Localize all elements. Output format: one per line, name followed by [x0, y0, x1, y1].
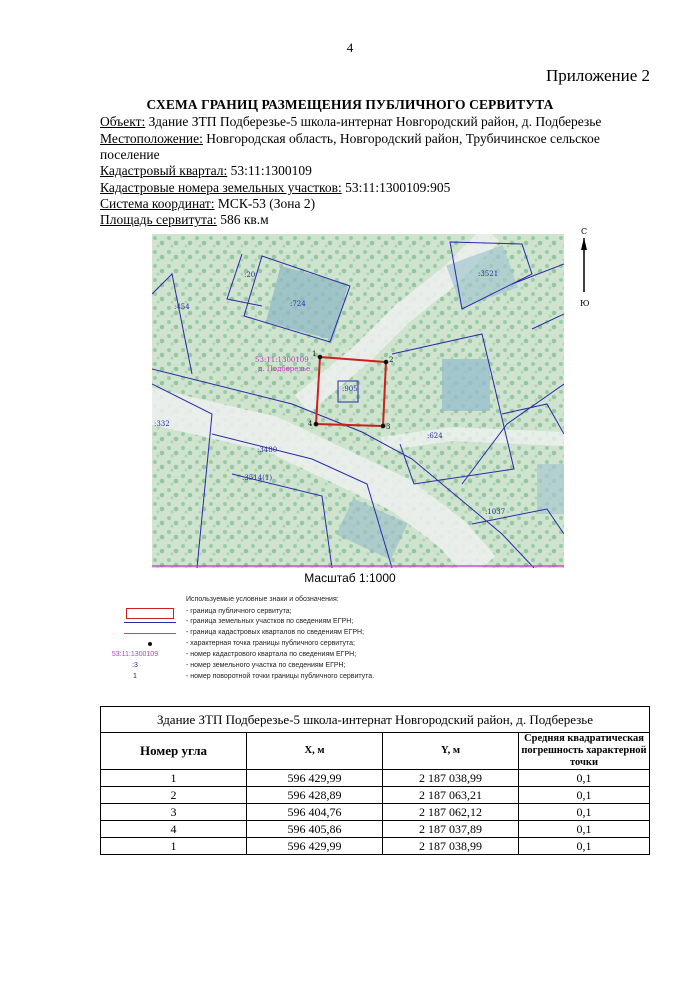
cell-y: 2 187 062,12 — [383, 804, 519, 821]
coord-line — [100, 196, 315, 212]
cell-x: 596 404,76 — [247, 804, 383, 821]
cell-x: 596 405,86 — [247, 821, 383, 838]
legend-parcel-sample: :3 — [132, 662, 138, 669]
legend-item: - характерная точка границы публичного сервитута; — [186, 640, 355, 647]
area-value: 586 кв.м — [216, 212, 269, 227]
page-number: 4 — [346, 40, 354, 55]
cell-x: 596 429,99 — [247, 770, 383, 787]
location-label: Местоположение: — [100, 131, 203, 146]
document-title: СХЕМА ГРАНИЦ РАЗМЕЩЕНИЯ ПУБЛИЧНОГО СЕРВИТУТА — [146, 97, 554, 112]
turning-point — [318, 355, 323, 360]
legend-item: - граница кадастровых кварталов по сведениям ЕГРН; — [186, 629, 365, 636]
parcels-label: Кадастровые номера земельных участков: — [100, 180, 342, 195]
parcel-label: :3521 — [478, 270, 499, 278]
legend-point-symbol — [148, 642, 152, 646]
legend-item: - номер кадастрового квартала по сведениям ЕГРН; — [186, 651, 357, 658]
parcel-label: :3514(1) — [242, 474, 273, 482]
header-error: Средняя квадратическая погрешность характерной точки — [519, 733, 650, 770]
legend-item: - граница земельных участков по сведениям ЕГРН; — [186, 618, 354, 625]
parcel-label: :624 — [427, 432, 443, 440]
parcel-label: :3480 — [257, 446, 278, 454]
turning-point — [384, 360, 389, 365]
parcel-label: :454 — [174, 303, 190, 311]
cadastral-map — [152, 234, 564, 568]
table-caption: Здание ЗТП Подберезье-5 школа-интернат Новгородский район, д. Подберезье — [101, 707, 650, 733]
cell-corner: 1 — [101, 838, 247, 855]
compass-icon — [572, 226, 596, 310]
cell-corner: 4 — [101, 821, 247, 838]
scale-label: Масштаб 1:1000 — [304, 571, 396, 585]
point-label: 2 — [389, 356, 394, 364]
parcels-line — [100, 180, 450, 196]
quarter-value: 53:11:1300109 — [227, 163, 312, 178]
point-label: 4 — [308, 420, 313, 428]
point-label: 1 — [312, 350, 317, 358]
object-line — [100, 114, 601, 130]
cell-error: 0,1 — [519, 804, 650, 821]
point-label: 3 — [386, 423, 391, 431]
legend-quarter-sample: 53:11:1300109 — [111, 651, 159, 658]
building — [537, 464, 564, 514]
coordinates-table — [100, 706, 650, 855]
legend-item: - номер земельного участка по сведениям ЕГРН; — [186, 662, 346, 669]
turning-point — [314, 422, 319, 427]
cell-y: 2 187 038,99 — [383, 838, 519, 855]
parcel-label: :1037 — [485, 508, 506, 516]
legend-title: Используемые условные знаки и обозначения: — [186, 596, 339, 603]
parcel-label: :20 — [244, 271, 256, 279]
turning-point — [381, 424, 386, 429]
header-x: X, м — [247, 733, 383, 770]
coord-value: МСК-53 (Зона 2) — [214, 196, 316, 211]
parcel-label: :724 — [290, 300, 306, 308]
table-row — [101, 804, 650, 821]
legend-parcel-symbol — [124, 622, 176, 623]
header-y: Y, м — [383, 733, 519, 770]
area-label: Площадь сервитута: — [100, 212, 217, 227]
cell-y: 2 187 038,99 — [383, 770, 519, 787]
legend-point-sample: 1 — [133, 673, 137, 680]
cell-corner: 2 — [101, 787, 247, 804]
cell-x: 596 429,99 — [247, 838, 383, 855]
cell-error: 0,1 — [519, 770, 650, 787]
coord-label: Система координат: — [100, 196, 215, 211]
header-corner-number: Номер угла — [101, 733, 247, 770]
parcels-value: 53:11:1300109:905 — [341, 180, 451, 195]
parcel-label: :332 — [154, 420, 170, 428]
legend — [96, 596, 436, 696]
quarter-number-label: 53:11:1300109 — [255, 356, 309, 364]
legend-item: - номер поворотной точки границы публичного сервитута. — [186, 673, 375, 680]
location-line-2: поселение — [100, 147, 160, 162]
location-value: Новгородская область, Новгородский район, Трубичинское сельское — [202, 131, 600, 146]
appendix-label: Приложение 2 — [546, 66, 650, 85]
area-line — [100, 212, 269, 228]
location-line — [100, 131, 600, 147]
compass-north-label: С — [581, 227, 588, 236]
building — [442, 359, 490, 411]
compass-south-label: Ю — [580, 299, 590, 308]
cell-error: 0,1 — [519, 838, 650, 855]
legend-quarter-symbol — [124, 633, 176, 634]
table-row — [101, 787, 650, 804]
object-label: Объект: — [100, 114, 146, 129]
parcel-label: :905 — [342, 385, 358, 393]
table-row — [101, 838, 650, 855]
cell-error: 0,1 — [519, 787, 650, 804]
cell-corner: 3 — [101, 804, 247, 821]
table-row — [101, 770, 650, 787]
legend-servitude-symbol — [126, 608, 174, 619]
quarter-line — [100, 163, 312, 179]
cell-y: 2 187 037,89 — [383, 821, 519, 838]
cell-corner: 1 — [101, 770, 247, 787]
compass-arrow — [581, 238, 587, 250]
table-row — [101, 821, 650, 838]
cell-error: 0,1 — [519, 821, 650, 838]
cell-y: 2 187 063,21 — [383, 787, 519, 804]
village-label: д. Подберезье — [258, 365, 311, 373]
legend-item: - граница публичного сервитута; — [186, 608, 292, 615]
cell-x: 596 428,89 — [247, 787, 383, 804]
quarter-label: Кадастровый квартал: — [100, 163, 228, 178]
object-value: Здание ЗТП Подберезье-5 школа-интернат Новгородский район, д. Подберезье — [145, 114, 602, 129]
